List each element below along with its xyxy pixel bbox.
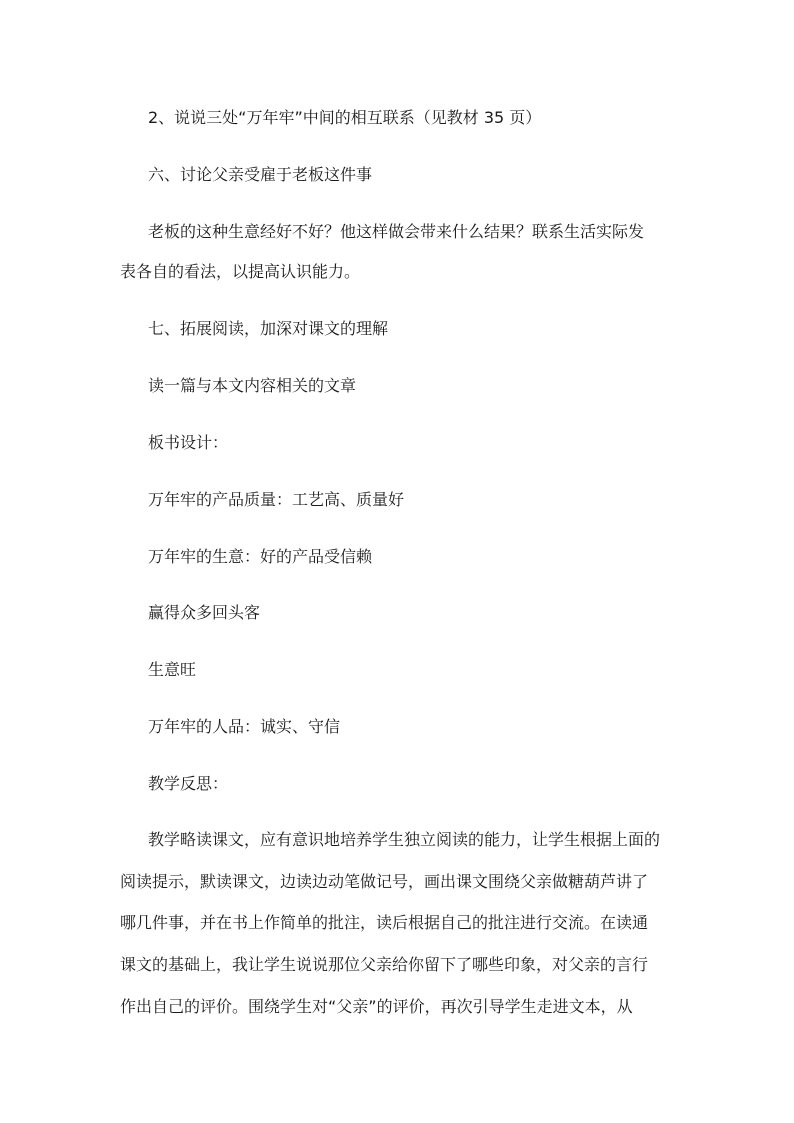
paragraph-line: 表各自的看法，以提高认识能力。 [120, 262, 361, 281]
paragraph-line: 教学略读课文，应有意识地培养学生独立阅读的能力，让学生根据上面的 [148, 830, 661, 849]
section-heading-6: 六、讨论父亲受雇于老板这件事 [148, 165, 373, 184]
board-design-line: 万年牢的生意：好的产品受信赖 [148, 547, 373, 566]
board-design-line: 生意旺 [148, 660, 197, 679]
paragraph-line: 课文的基础上，我让学生说说那位父亲给你留下了哪些印象，对父亲的言行 [120, 955, 649, 974]
text-line-item-2: 2、说说三处“万年牢”中间的相互联系（见教材 35 页） [148, 108, 542, 127]
reflection-heading: 教学反思： [148, 774, 229, 793]
board-design-line: 万年牢的产品质量：工艺高、质量好 [148, 490, 405, 509]
text-line: 读一篇与本文内容相关的文章 [148, 376, 357, 395]
paragraph-line: 哪几件事，并在书上作简单的批注，读后根据自己的批注进行交流。在读通 [120, 913, 649, 932]
board-design-heading: 板书设计： [148, 433, 229, 452]
board-design-line: 万年牢的人品：诚实、守信 [148, 717, 341, 736]
paragraph-line: 老板的这种生意经好不好？他这样做会带来什么结果？联系生活实际发 [148, 222, 645, 241]
board-design-line: 赢得众多回头客 [148, 603, 261, 622]
paragraph-line: 阅读提示，默读课文，边读边动笔做记号，画出课文围绕父亲做糖葫芦讲了 [120, 872, 649, 891]
paragraph-line: 作出自己的评价。围绕学生对“父亲”的评价，再次引导学生走进文本，从 [120, 997, 633, 1016]
section-heading-7: 七、拓展阅读，加深对课文的理解 [148, 319, 389, 338]
